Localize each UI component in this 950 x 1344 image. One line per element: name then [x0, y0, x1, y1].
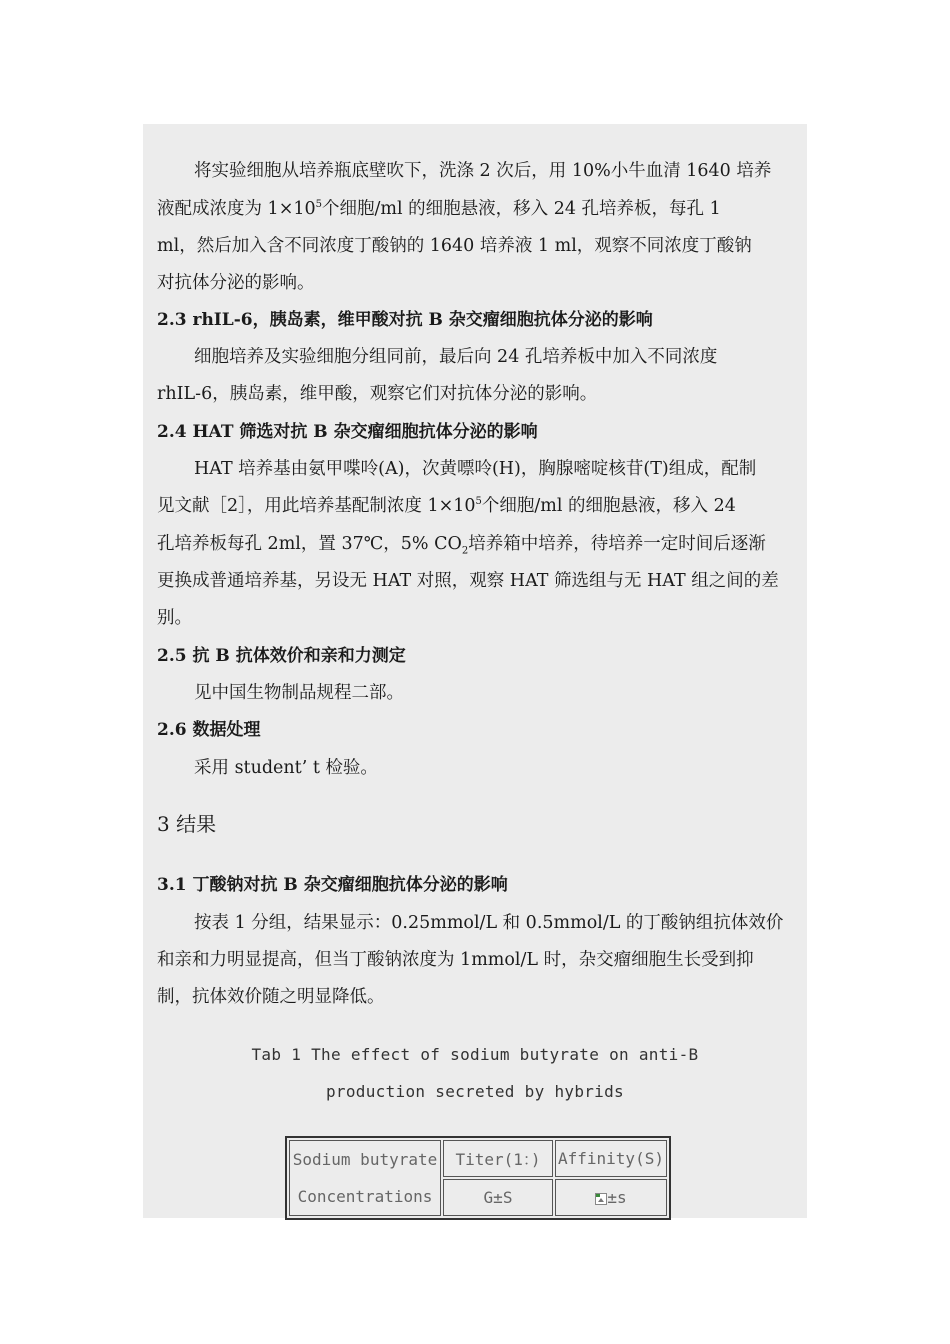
broken-image-icon	[595, 1193, 607, 1205]
table-cell: G±S	[443, 1179, 553, 1216]
table-caption-line-2: production secreted by hybrids	[326, 1082, 624, 1101]
section-heading-3-1: 3.1 丁酸钠对抗 B 杂交瘤细胞抗体分泌的影响	[157, 875, 508, 895]
paragraph-line: HAT 培养基由氨甲喋呤(A)，次黄嘌呤(H)，胸腺嘧啶核苷(T)组成，配制	[194, 459, 757, 479]
paragraph-line: 将实验细胞从培养瓶底壁吹下，洗涤 2 次后，用 10%小牛血清 1640 培养	[194, 161, 772, 181]
paragraph-line: 对抗体分泌的影响。	[157, 273, 315, 293]
paragraph-line: 孔培养板每孔 2ml，置 37℃，5% $CO_2$培养箱中培养，待培养一定时间后逐渐	[157, 534, 766, 557]
paragraph-line: 更换成普通培养基，另设无 HAT 对照，观察 HAT 筛选组与无 HAT 组之间的差	[157, 571, 779, 591]
paragraph-line: ml，然后加入含不同浓度丁酸钠的 1640 培养液 1 ml，观察不同浓度丁酸钠	[157, 236, 752, 256]
paragraph-line: 采用 student’ t 检验。	[194, 758, 378, 778]
paragraph-line: 见文献［2］，用此培养基配制浓度 $1\times 10^5$个细胞/ml 的细胞悬液，移入 24	[157, 496, 736, 516]
section-heading-2-5: 2.5 抗 B 抗体效价和亲和力测定	[157, 646, 406, 666]
paragraph-line: 别。	[157, 608, 192, 628]
table-cell: ±s	[555, 1179, 667, 1216]
paragraph-line: 见中国生物制品规程二部。	[194, 683, 404, 703]
section-heading-2-6: 2.6 数据处理	[157, 720, 261, 740]
table-row	[289, 1140, 667, 1177]
section-heading-2-4: 2.4 HAT 筛选对抗 B 杂交瘤细胞抗体分泌的影响	[157, 422, 538, 442]
data-table	[285, 1136, 671, 1220]
paragraph-line: 按表 1 分组，结果显示：0.25mmol/L 和 0.5mmol/L 的丁酸钠组抗体效价	[194, 913, 784, 933]
paragraph-line: rhIL-6，胰岛素，维甲酸，观察它们对抗体分泌的影响。	[157, 384, 598, 404]
section-heading-2-3: 2.3 rhIL-6，胰岛素，维甲酸对抗 B 杂交瘤细胞抗体分泌的影响	[157, 310, 653, 330]
table-header-cell: Titer(1：)	[443, 1140, 553, 1177]
table-header-cell: Affinity(S)	[555, 1140, 667, 1177]
paragraph-line: 细胞培养及实验细胞分组同前，最后向 24 孔培养板中加入不同浓度	[194, 347, 718, 367]
section-heading-3: 3 结果	[157, 812, 217, 836]
table-header-cell: Sodium butyrate Concentrations	[289, 1140, 441, 1216]
paragraph-line: 制，抗体效价随之明显降低。	[157, 987, 385, 1007]
paragraph-line: 和亲和力明显提高，但当丁酸钠浓度为 1mmol/L 时，杂交瘤细胞生长受到抑	[157, 950, 754, 970]
table-caption-line-1: Tab 1 The effect of sodium butyrate on anti-B	[251, 1045, 699, 1064]
paragraph-line: 液配成浓度为 $1\times 10^5$个细胞/ml 的细胞悬液，移入 24 孔培养板，每孔 1	[157, 199, 721, 219]
